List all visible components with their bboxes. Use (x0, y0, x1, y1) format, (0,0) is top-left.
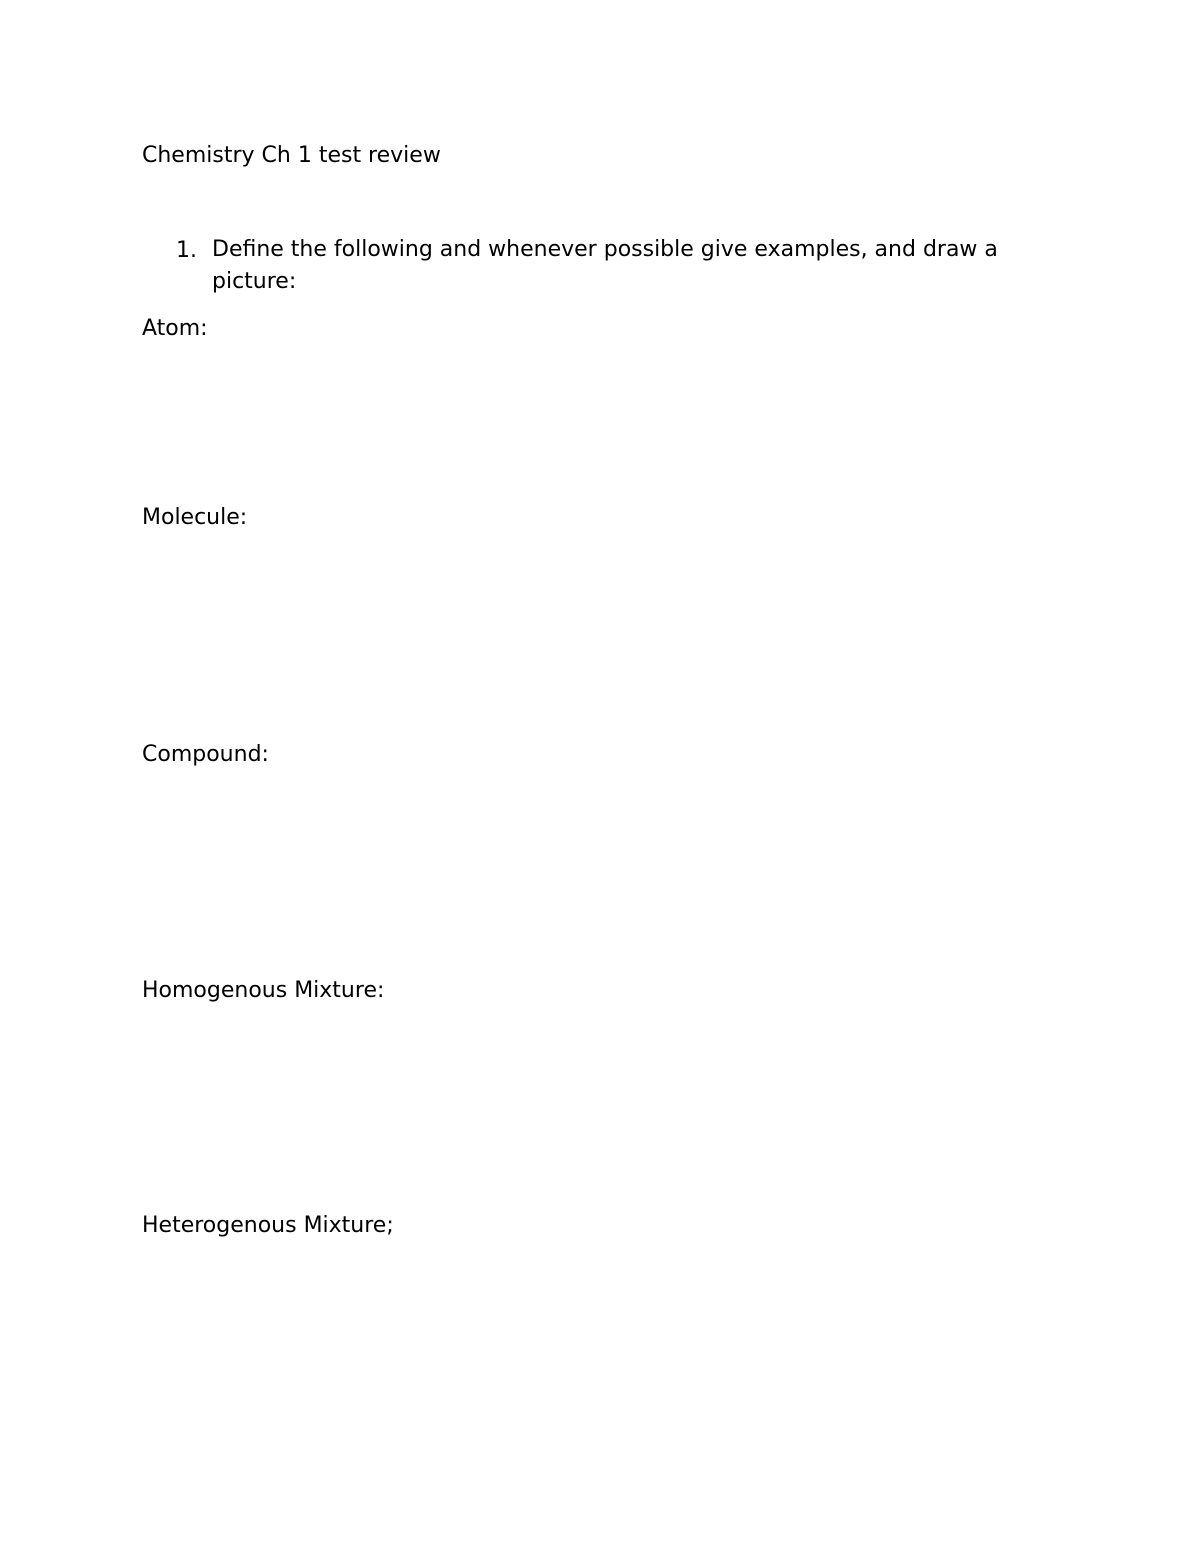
term-atom: Atom: (142, 316, 208, 341)
document-title: Chemistry Ch 1 test review (142, 143, 441, 168)
question-line-1: Define the following and whenever possible give examples, and draw a (212, 237, 998, 262)
term-homogenous-mixture: Homogenous Mixture: (142, 978, 385, 1003)
term-compound: Compound: (142, 742, 269, 767)
term-molecule: Molecule: (142, 505, 248, 530)
question-text (212, 234, 1092, 298)
question-number: 1. (176, 238, 197, 263)
question-line-2: picture: (212, 269, 297, 294)
term-heterogenous-mixture: Heterogenous Mixture; (142, 1213, 394, 1238)
